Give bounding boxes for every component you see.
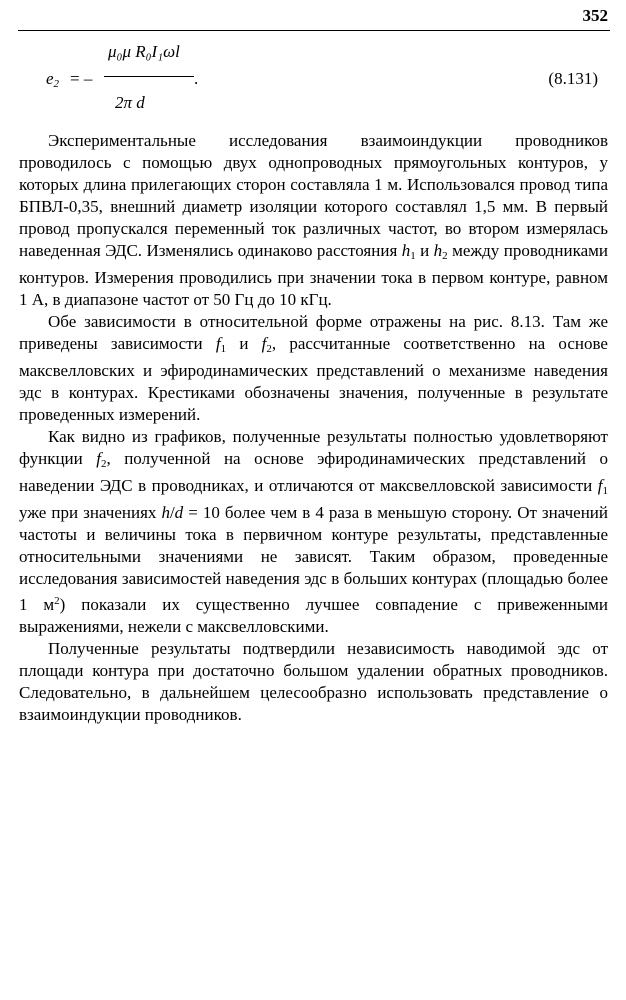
variable-h: h (401, 241, 411, 260)
fraction-bar (104, 76, 194, 77)
subscript: 2 (266, 343, 272, 355)
equation-lhs-subscript: 2 (53, 78, 60, 90)
text-run: ) показали их существенно лучшее совпадение с привеженными выражениями, нежели с максвелловскими. (19, 595, 608, 636)
equation-equals: = – (70, 69, 93, 88)
equation-number: (8.131) (548, 69, 598, 88)
text-run: / (169, 503, 175, 522)
text-run: Экспериментальные исследования взаимоиндукции проводников проводилось с помощью двух однопроводных прямоугольных контуров, у которых длина прилегающих сторон составляла 1 м. Использовался провод типа БПВЛ-0,35, внешний диаметр изоляции которого составлял 1,5 мм. В первый провод пропускался переменный ток различных частот, во втором измерялась наведенная ЭДС. Изменялись одинаково расстояния (19, 131, 608, 260)
variable-h: h (161, 503, 170, 522)
page-number: 352 (582, 6, 608, 25)
page-header (18, 4, 610, 31)
variable-f: f (96, 449, 101, 468)
subscript: 1 (220, 343, 227, 355)
equation-lhs (46, 69, 59, 90)
subscript: 1 (602, 485, 608, 497)
paragraph-results (19, 426, 608, 638)
superscript: 2 (54, 595, 60, 607)
text-run: = 10 более чем в 4 раза в меньшую сторону. От значений частоты и величины тока в первичном контуре результаты, представленные относительными значениями не зависят. Таким образом, проведенные исследования зависимостей наведения эдс в больших контурах (площадью более 1 м (19, 503, 608, 614)
variable-f: f (215, 334, 221, 353)
paragraph-dependencies (19, 311, 608, 426)
equation-block (0, 40, 626, 120)
subscript: 1 (410, 250, 416, 262)
subscript: 2 (100, 458, 107, 470)
equation-denominator: 2π d (115, 93, 145, 112)
text-run: между проводниками контуров. Измерения проводились при значении тока в первом контуре, равном 1 А, в диапазоне частот от 50 Гц до 10 кГц. (19, 241, 608, 309)
text-run: , рассчитанные соответственно на основе максвелловских и эфиродинамических представлений о механизме наведения эдс в контурах. Крестиками обозначены значения, полученные в результате проведенных измерений. (19, 334, 608, 424)
equation-lhs-var: e (46, 69, 54, 88)
variable-f: f (261, 334, 267, 353)
text-run: Обе зависимости в относительной форме отражены на рис. 8.13. Там же приведены зависимости (19, 312, 608, 353)
subscript: 2 (442, 250, 448, 262)
body-text (19, 130, 608, 726)
text-run: Как видно из графиков, полученные результаты полностью удовлетворяют функции (19, 427, 608, 468)
paragraph-conclusion (19, 638, 608, 726)
equation-period: . (194, 69, 199, 88)
equation-numerator: μ₀μ R₀I₁ωl (108, 42, 180, 61)
paragraph-experiment (19, 130, 608, 311)
text-run: и (415, 241, 434, 260)
text-run: Полученные результаты подтвердили независимость наводимой эдс от площади контура при достаточно большом удалении обратных проводников. Следовательно, в дальнейшем целесообразно использовать представление о взаимоиндукции проводников. (19, 639, 608, 724)
variable-f: f (597, 476, 603, 495)
text-run: и (226, 334, 262, 353)
variable-h: h (433, 241, 443, 260)
variable-d: d (174, 503, 184, 522)
text-run: , полученной на основе эфиродинамических представлений о наведении ЭДС в проводниках, и отличаются от максвелловской зависимости (19, 449, 608, 495)
text-run: уже при значениях (19, 503, 162, 522)
